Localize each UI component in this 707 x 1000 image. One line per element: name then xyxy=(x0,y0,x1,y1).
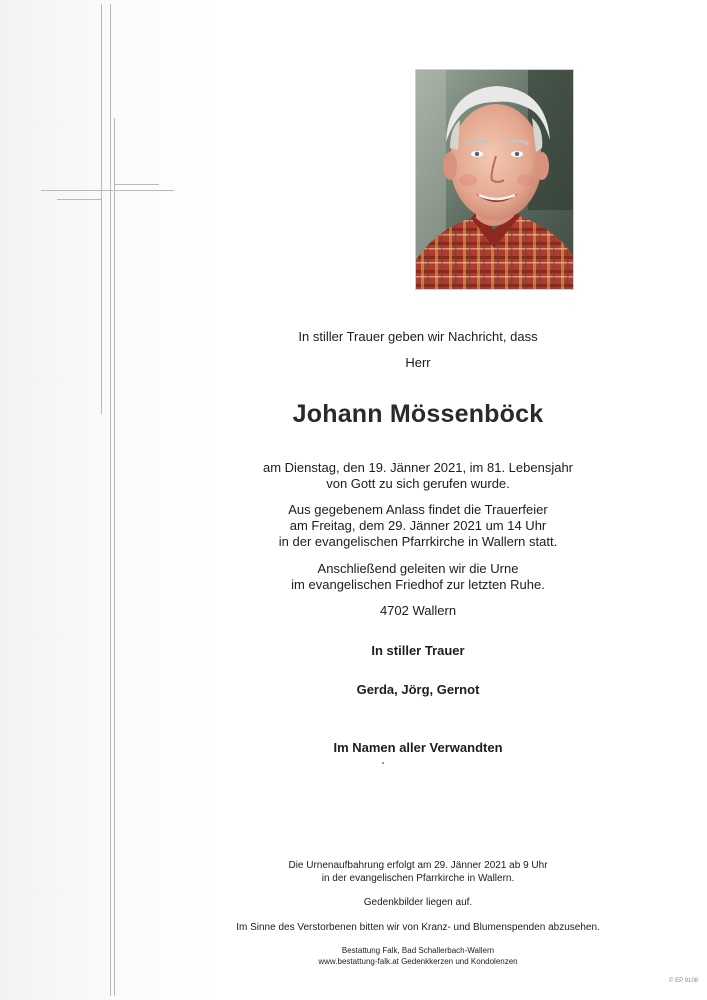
death-line-1: am Dienstag, den 19. Jänner 2021, im 81. Lebensjahr xyxy=(262,460,574,475)
place-text: 4702 Wallern xyxy=(379,603,457,618)
speck xyxy=(382,762,384,764)
relatives-text: Im Namen aller Verwandten xyxy=(333,740,503,755)
laying-line-1: Die Urnenaufbahrung erfolgt am 29. Jänner 2021 ab 9 Uhr xyxy=(288,860,548,871)
service-line-3: in der evangelischen Pfarrkirche in Wallern statt. xyxy=(278,534,558,549)
print-code: © EP 9108 xyxy=(669,978,698,984)
undertaker-line-2: www.bestattung-falk.at Gedenkkerzen und Kondolenzen xyxy=(318,957,518,966)
urn-line-2: im evangelischen Friedhof zur letzten Ruhe. xyxy=(291,577,545,592)
family-names: Gerda, Jörg, Gernot xyxy=(356,682,480,697)
deceased-name: Johann Mössenböck xyxy=(292,400,544,428)
intro-text: In stiller Trauer geben wir Nachricht, dass xyxy=(298,329,538,344)
urn-line-1: Anschließend geleiten wir die Urne xyxy=(317,561,519,576)
mourning-heading: In stiller Trauer xyxy=(371,643,465,658)
portrait-illustration xyxy=(416,70,573,289)
wish-text: Im Sinne des Verstorbenen bitten wir von Kranz- und Blumenspenden abzusehen. xyxy=(236,922,600,933)
undertaker-line-1: Bestattung Falk, Bad Schallerbach-Wallern xyxy=(341,946,495,955)
service-line-1: Aus gegebenem Anlass findet die Trauerfeier xyxy=(288,502,548,517)
death-line-2: von Gott zu sich gerufen wurde. xyxy=(326,476,510,491)
salutation: Herr xyxy=(405,355,431,370)
service-line-2: am Freitag, dem 29. Jänner 2021 um 14 Uhr xyxy=(289,518,547,533)
portrait-photo xyxy=(415,69,574,290)
pictures-text: Gedenkbilder liegen auf. xyxy=(363,897,473,908)
laying-line-2: in der evangelischen Pfarrkirche in Wallern. xyxy=(321,873,515,884)
